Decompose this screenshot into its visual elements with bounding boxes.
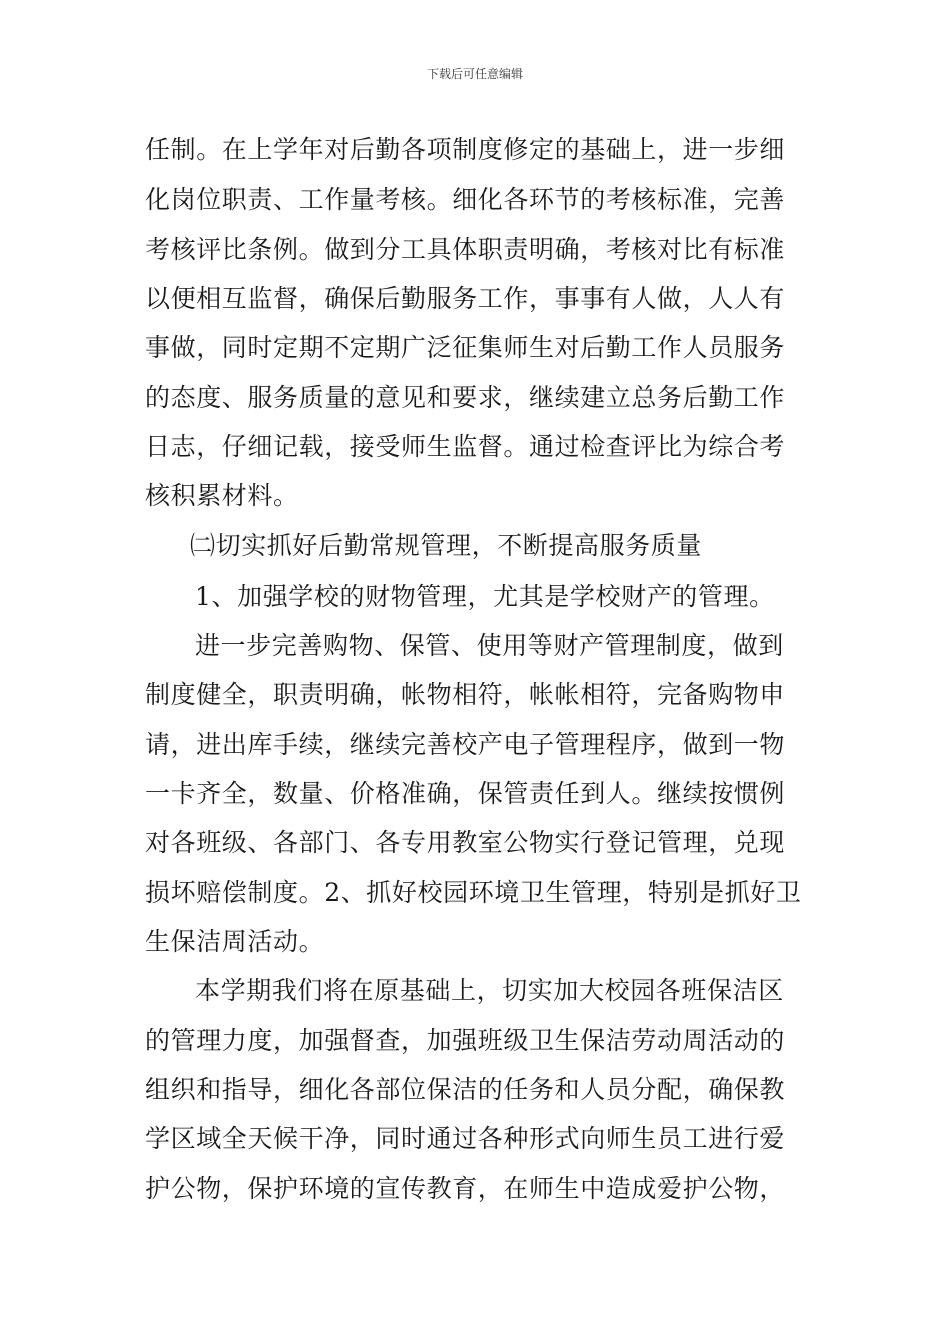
body-line: 损坏赔偿制度。2、抓好校园环境卫生管理，特别是抓好卫 [145,878,802,907]
body-line: 事做，同时定期不定期广泛征集师生对后勤工作人员服务 [145,333,786,362]
body-line: 一卡齐全，数量、价格准确，保管责任到人。继续按惯例 [145,779,786,808]
body-line: 的管理力度，加强督查，加强班级卫生保洁劳动周活动的 [145,1026,786,1055]
body-line: 任制。在上学年对后勤各项制度修定的基础上，进一步细 [145,135,786,164]
body-line: 制度健全，职责明确，帐物相符，帐帐相符，完备购物申 [145,680,786,709]
body-line: 的态度、服务质量的意见和要求，继续建立总务后勤工作 [145,383,786,412]
section-heading: ㈡切实抓好后勤常规管理，不断提高服务质量 [190,531,703,560]
body-line: 学区域全天候干净，同时通过各种形式向师生员工进行爱 [145,1124,786,1153]
body-line: 进一步完善购物、保管、使用等财产管理制度，做到 [195,631,784,660]
body-line: 化岗位职责、工作量考核。细化各环节的考核标准，完善 [145,185,786,214]
body-line: 生保洁周活动。 [145,927,325,956]
body-line: 本学期我们将在原基础上，切实加大校园各班保洁区 [195,976,784,1005]
page-header: 下载后可任意编辑 [426,67,523,81]
body-line: 日志，仔细记载，接受师生监督。通过检查评比为综合考 [145,432,786,461]
body-line: 考核评比条例。做到分工具体职责明确，考核对比有标准 [145,235,786,264]
body-line: 以便相互监督，确保后勤服务工作，事事有人做，人人有 [145,284,786,313]
body-line: 对各班级、各部门、各专用教室公物实行登记管理，兑现 [145,828,786,857]
body-line: 组织和指导，细化各部位保洁的任务和人员分配，确保教 [145,1075,786,1104]
body-line: 请，进出库手续，继续完善校产电子管理程序，做到一物 [145,730,786,759]
subsection-heading: 1、加强学校的财物管理，尤其是学校财产的管理。 [195,582,775,611]
body-line: 核积累材料。 [145,481,299,510]
body-line: 护公物，保护环境的宣传教育，在师生中造成爱护公物， [145,1174,786,1203]
